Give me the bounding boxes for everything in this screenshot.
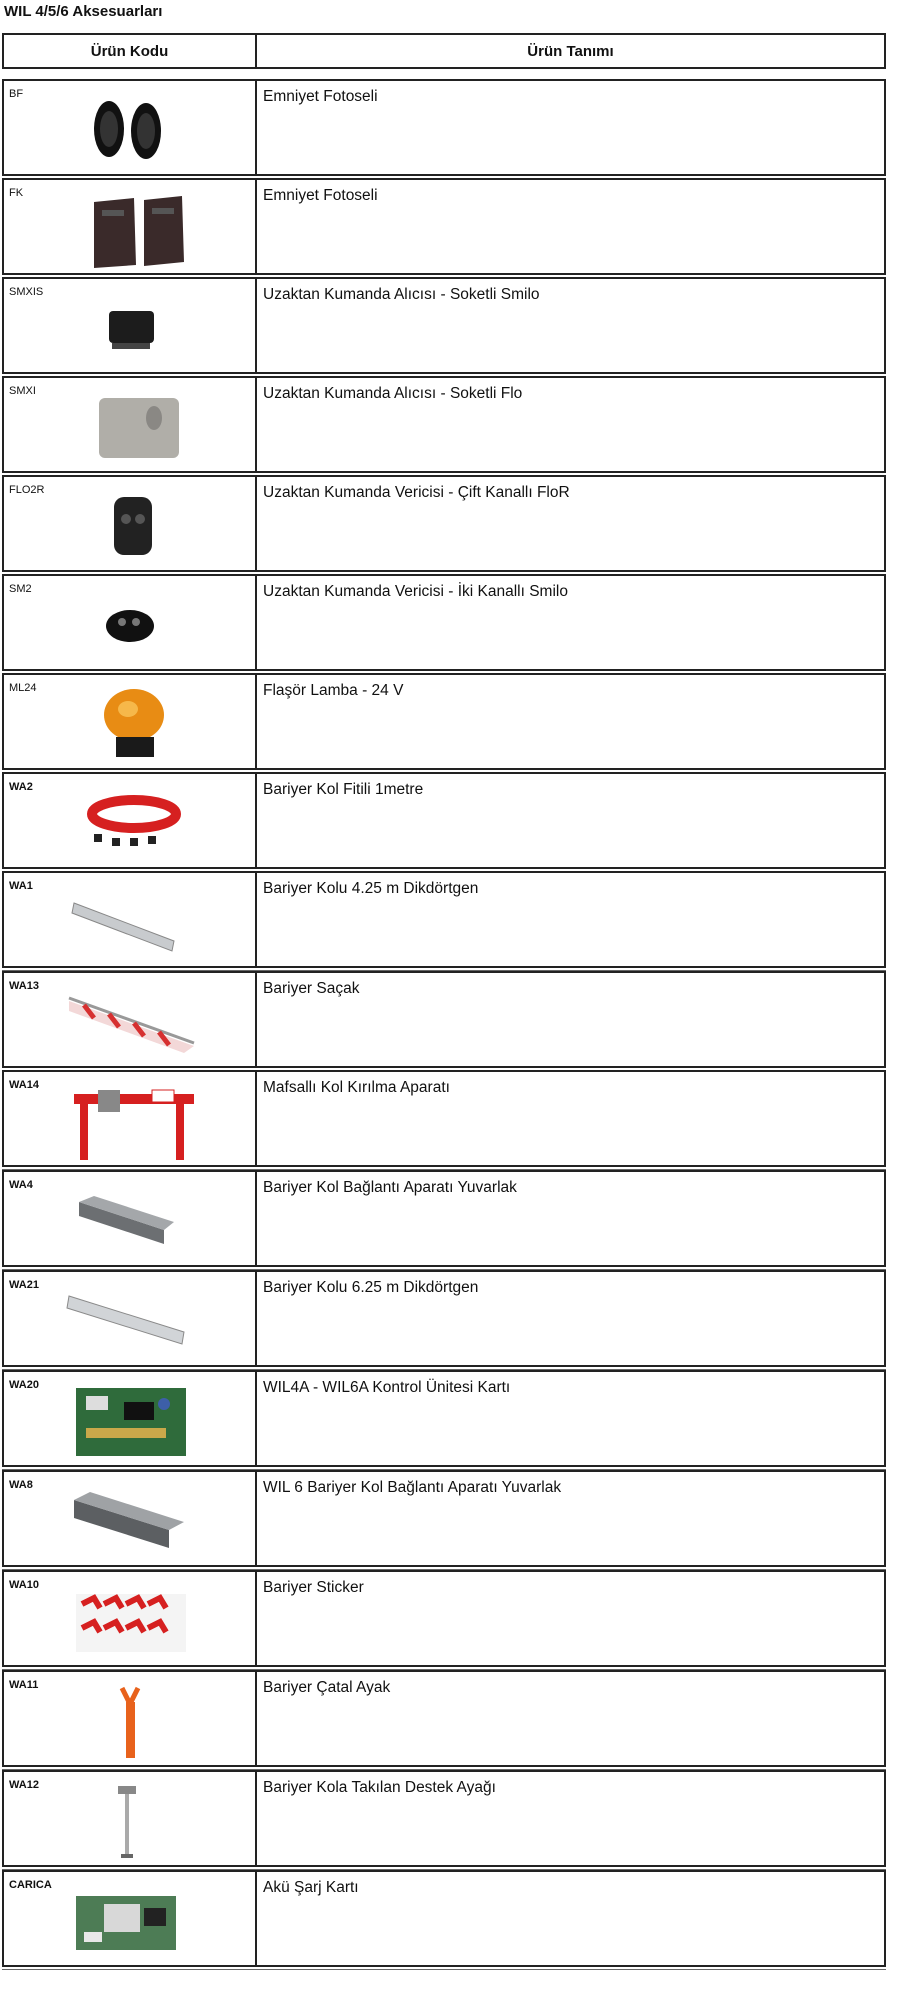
product-description: Uzaktan Kumanda Alıcısı - Soketli Smilo xyxy=(263,286,540,303)
product-code: WA8 xyxy=(9,1479,33,1491)
table-row xyxy=(2,475,886,572)
table-row xyxy=(2,277,886,374)
table-row xyxy=(2,376,886,473)
flashing-lamp-icon xyxy=(64,685,204,763)
table-row xyxy=(2,673,886,770)
column-divider xyxy=(255,1872,257,1965)
column-divider xyxy=(255,378,257,471)
product-description: Uzaktan Kumanda Vericisi - Çift Kanallı FloR xyxy=(263,484,570,501)
product-code: SMXIS xyxy=(9,286,44,298)
barrier-rubber-strip-icon xyxy=(64,784,204,862)
remote-round-icon xyxy=(64,586,204,664)
product-code: FLO2R xyxy=(9,484,45,496)
product-code: WA4 xyxy=(9,1179,33,1191)
barrier-arm-icon xyxy=(64,883,204,961)
product-description: Uzaktan Kumanda Vericisi - İki Kanallı Smilo xyxy=(263,583,568,600)
product-description: Flaşör Lamba - 24 V xyxy=(263,682,404,699)
product-code: SMXI xyxy=(9,385,36,397)
table-row xyxy=(2,1570,886,1667)
table-row xyxy=(2,178,886,275)
column-divider xyxy=(255,675,257,768)
column-divider xyxy=(255,279,257,372)
reflective-sticker-icon xyxy=(64,1582,204,1660)
battery-charger-board-icon xyxy=(64,1882,204,1960)
column-divider xyxy=(255,873,257,966)
photocell-round-icon xyxy=(64,91,204,169)
product-description: WIL 6 Bariyer Kol Bağlantı Aparatı Yuvarlak xyxy=(263,1479,562,1496)
column-divider xyxy=(255,1072,257,1165)
header-product-code: Ürün Kodu xyxy=(4,35,257,67)
product-description: Bariyer Sticker xyxy=(263,1579,364,1596)
table-header xyxy=(2,33,886,69)
product-code: SM2 xyxy=(9,583,32,595)
table-row xyxy=(2,1670,886,1767)
support-leg-icon xyxy=(64,1782,204,1860)
column-divider xyxy=(255,576,257,669)
product-description: Emniyet Fotoseli xyxy=(263,88,378,105)
product-code: WA11 xyxy=(9,1679,39,1691)
photocell-column-icon xyxy=(64,190,204,268)
column-divider xyxy=(255,477,257,570)
table-row xyxy=(2,1470,886,1567)
column-divider xyxy=(255,180,257,273)
column-divider xyxy=(255,1272,257,1365)
product-code: WA1 xyxy=(9,880,33,892)
product-description: Mafsallı Kol Kırılma Aparatı xyxy=(263,1079,450,1096)
product-code: WA13 xyxy=(9,980,39,992)
product-description: Bariyer Kolu 4.25 m Dikdörtgen xyxy=(263,880,479,897)
fork-support-icon xyxy=(64,1682,204,1760)
product-description: Bariyer Kol Fitili 1metre xyxy=(263,781,424,798)
receiver-module-icon xyxy=(64,289,204,367)
product-description: WIL4A - WIL6A Kontrol Ünitesi Kartı xyxy=(263,1379,511,1396)
product-code: WA12 xyxy=(9,1779,39,1791)
column-divider xyxy=(255,1372,257,1465)
product-description: Bariyer Kola Takılan Destek Ayağı xyxy=(263,1779,496,1796)
table-row xyxy=(2,1370,886,1467)
product-description: Bariyer Saçak xyxy=(263,980,360,997)
product-code: WA14 xyxy=(9,1079,39,1091)
product-code: FK xyxy=(9,187,24,199)
product-code: ML24 xyxy=(9,682,37,694)
product-code: WA10 xyxy=(9,1579,39,1591)
column-divider xyxy=(255,1672,257,1765)
table-row xyxy=(2,1070,886,1167)
table-row xyxy=(2,1170,886,1267)
column-divider xyxy=(255,1172,257,1265)
table-row xyxy=(2,871,886,968)
table-row xyxy=(2,1870,886,1967)
product-description: Bariyer Çatal Ayak xyxy=(263,1679,391,1696)
product-description: Emniyet Fotoseli xyxy=(263,187,378,204)
table-row xyxy=(2,772,886,869)
table-row xyxy=(2,79,886,176)
product-code: WA2 xyxy=(9,781,33,793)
page-title: WIL 4/5/6 Aksesuarları xyxy=(4,3,163,20)
column-divider xyxy=(255,1772,257,1865)
product-code: WA21 xyxy=(9,1279,39,1291)
table-row xyxy=(2,1770,886,1867)
barrier-arm-long-icon xyxy=(64,1282,204,1360)
column-divider xyxy=(255,774,257,867)
column-divider xyxy=(255,1572,257,1665)
product-code: BF xyxy=(9,88,24,100)
table-row xyxy=(2,971,886,1068)
product-code: CARICA xyxy=(9,1879,52,1891)
product-description: Akü Şarj Kartı xyxy=(263,1879,359,1896)
table-row xyxy=(2,574,886,671)
header-product-description: Ürün Tanımı xyxy=(527,42,614,60)
product-code: WA20 xyxy=(9,1379,39,1391)
column-divider xyxy=(255,1472,257,1565)
column-divider xyxy=(255,81,257,174)
column-divider xyxy=(255,973,257,1066)
control-board-icon xyxy=(64,1382,204,1460)
product-description: Uzaktan Kumanda Alıcısı - Soketli Flo xyxy=(263,385,523,402)
product-description: Bariyer Kol Bağlantı Aparatı Yuvarlak xyxy=(263,1179,517,1196)
remote-control-icon xyxy=(64,487,204,565)
receiver-box-icon xyxy=(64,388,204,466)
product-description: Bariyer Kolu 6.25 m Dikdörtgen xyxy=(263,1279,479,1296)
barrier-skirt-icon xyxy=(64,983,204,1061)
articulated-joint-icon xyxy=(64,1082,204,1160)
arm-connector-icon xyxy=(64,1182,204,1260)
table-row xyxy=(2,1270,886,1367)
arm-connector-large-icon xyxy=(64,1482,204,1560)
